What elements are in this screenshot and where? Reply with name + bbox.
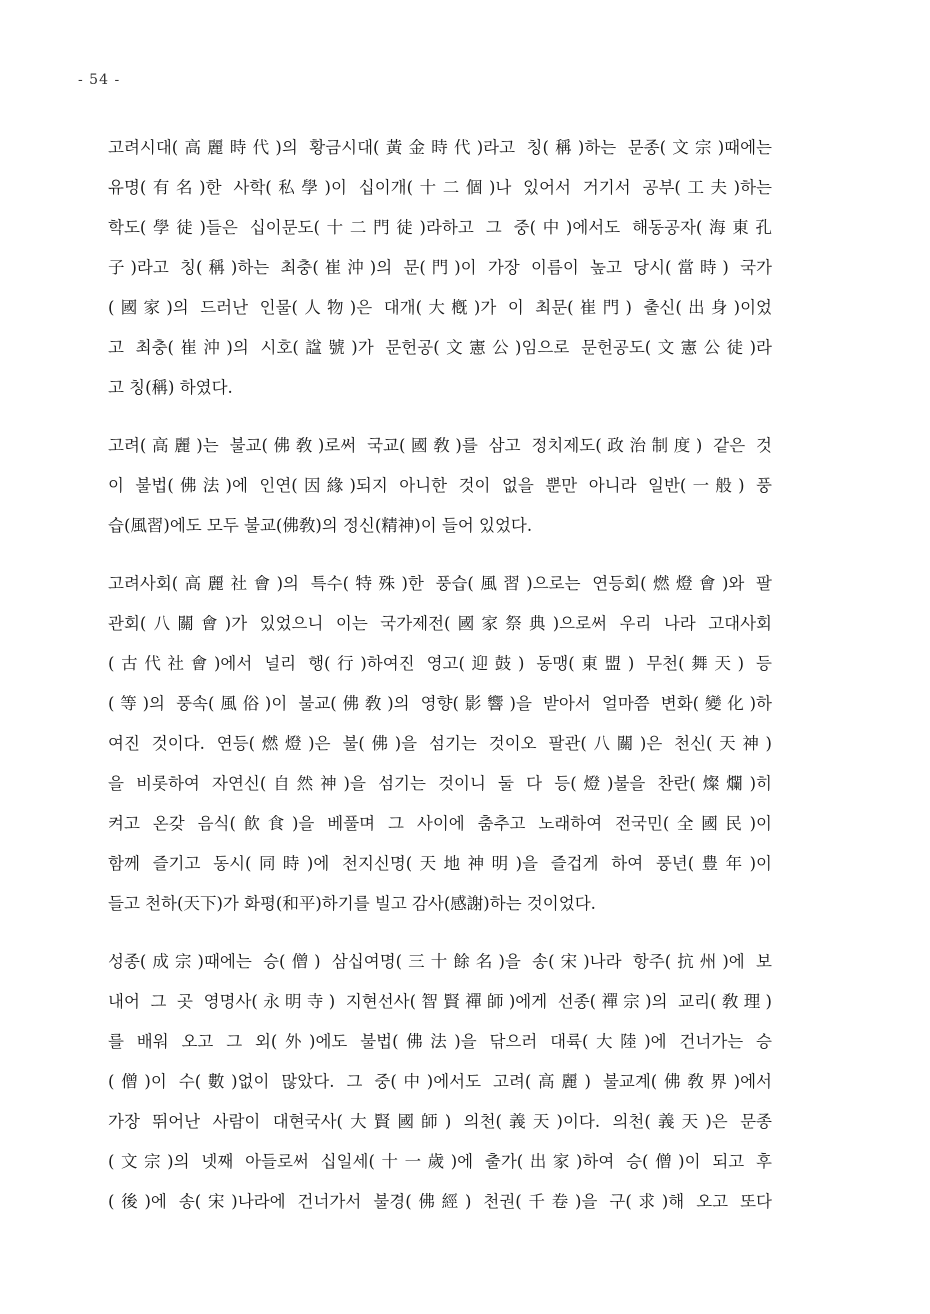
text-line: 들고 천하(天下)가 화평(和平)하기를 빌고 감사(感謝)하는 것이었다. xyxy=(108,894,596,913)
text-line: 子)라고 칭(稱)하는 최충(崔沖)의 문(門)이 가장 이름이 높고 당시(當時) 국가 xyxy=(108,258,772,277)
text-line: (等)의 풍속(風俗)이 불교(佛敎)의 영향(影響)을 받아서 얼마쯤 변화(變化)하 xyxy=(108,694,772,713)
body-text xyxy=(108,128,772,1240)
text-line: 켜고 온갖 음식(飮食)을 베풀며 그 사이에 춤추고 노래하여 전국민(全國民)이 xyxy=(108,814,772,833)
text-line: 을 비롯하여 자연신(自然神)을 섬기는 것이니 둘 다 등(燈)불을 찬란(燦爛)히 xyxy=(108,774,772,793)
text-line: (古代社會)에서 널리 행(行)하여진 영고(迎鼓) 동맹(東盟) 무천(舞天) 등 xyxy=(108,654,772,673)
text-line: 관회(八關會)가 있었으니 이는 국가제전(國家祭典)으로써 우리 나라 고대사회 xyxy=(108,614,772,633)
paragraph-1 xyxy=(108,128,772,408)
paragraph-4 xyxy=(108,942,772,1222)
text-line: (文宗)의 넷째 아들로써 십일세(十一歲)에 출가(出家)하여 승(僧)이 되고 후 xyxy=(108,1152,772,1171)
text-line: 고려(高麗)는 불교(佛敎)로써 국교(國敎)를 삼고 정치제도(政治制度) 같은 것 xyxy=(108,436,772,455)
text-line: 습(風習)에도 모두 불교(佛敎)의 정신(精神)이 들어 있었다. xyxy=(108,516,533,535)
text-line: 고 최충(崔沖)의 시호(諡號)가 문헌공(文憲公)임으로 문헌공도(文憲公徒)라 xyxy=(108,338,772,357)
text-line: 를 배워 오고 그 외(外)에도 불법(佛法)을 닦으러 대륙(大陸)에 건너가는 승 xyxy=(108,1032,772,1051)
text-line: 성종(成宗)때에는 승(僧) 삼십여명(三十餘名)을 송(宋)나라 항주(抗州)에 보 xyxy=(108,952,772,971)
page-number: - 54 - xyxy=(78,72,121,88)
text-line: 학도(學徒)들은 십이문도(十二門徒)라하고 그 중(中)에서도 해동공자(海東孔 xyxy=(108,218,772,237)
text-line: 함께 즐기고 동시(同時)에 천지신명(天地神明)을 즐겁게 하여 풍년(豊年)이 xyxy=(108,854,772,873)
text-line: (僧)이 수(數)없이 많았다. 그 중(中)에서도 고려(高麗) 불교계(佛敎界)에서 xyxy=(108,1072,772,1091)
text-line: 유명(有名)한 사학(私學)이 십이개(十二個)나 있어서 거기서 공부(工夫)하는 xyxy=(108,178,772,197)
paragraph-3 xyxy=(108,564,772,924)
text-line: 가장 뛰어난 사람이 대현국사(大賢國師) 의천(義天)이다. 의천(義天)은 문종 xyxy=(108,1112,772,1131)
text-line: (國家)의 드러난 인물(人物)은 대개(大槪)가 이 최문(崔門) 출신(出身)이었 xyxy=(108,298,772,317)
text-line: 고려시대(高麗時代)의 황금시대(黃金時代)라고 칭(稱)하는 문종(文宗)때에는 xyxy=(108,138,772,157)
text-line: 이 불법(佛法)에 인연(因緣)되지 아니한 것이 없을 뿐만 아니라 일반(一般) 풍 xyxy=(108,476,772,495)
text-line: 여진 것이다. 연등(燃燈)은 불(佛)을 섬기는 것이오 팔관(八關)은 천신(天神) xyxy=(108,734,772,753)
text-line: (後)에 송(宋)나라에 건너가서 불경(佛經) 천권(千卷)을 구(求)해 오고 또다 xyxy=(108,1192,772,1211)
text-line: 내어 그 곳 영명사(永明寺) 지현선사(智賢禪師)에게 선종(禪宗)의 교리(敎理) xyxy=(108,992,772,1011)
text-line: 고 칭(稱) 하였다. xyxy=(108,378,233,397)
text-line: 고려사회(高麗社會)의 특수(特殊)한 풍습(風習)으로는 연등회(燃燈會)와 팔 xyxy=(108,574,772,593)
paragraph-2 xyxy=(108,426,772,546)
